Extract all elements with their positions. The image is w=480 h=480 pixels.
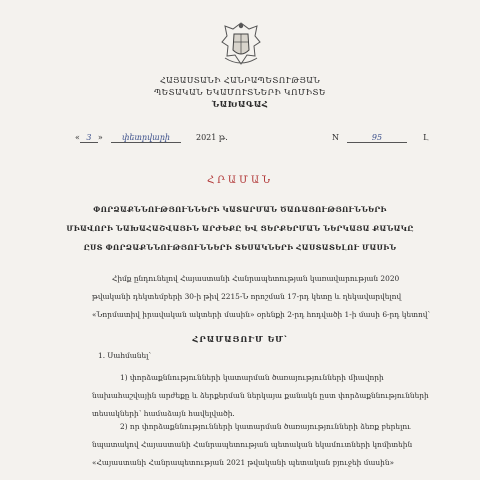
preamble-line-1: Հիմք ընդունելով Հայաստանի Հանրապետության կառավարության 2020 xyxy=(112,274,400,283)
header-line-2: ՊԵՏԱԿԱՆ ԵԿԱՄՈՒՏՆԵՐԻ ԿՈՄԻՏԵ xyxy=(154,87,326,97)
item-1-line-1: 1) փորձաքննությունների կատարման ծառայությունների միավորի xyxy=(120,373,384,382)
section-1-heading: 1. Սահմանել՝ xyxy=(98,351,152,360)
order-suffix: Լ xyxy=(423,133,429,142)
document-title: ՀՐԱՄԱՆ xyxy=(206,175,274,186)
preamble xyxy=(92,270,431,324)
section-1-item-2 xyxy=(92,418,414,472)
subject-line-3: ԸՍՏ ՓՈՐՁԱՔՆՆՈՒԹՅՈՒՆՆԵՐԻ ՏԵՍԱԿՆԵՐԻ ՀԱՍՏԱՏԵԼՈՒ ՄԱՍԻՆ xyxy=(83,243,397,252)
item-1-line-3: տեսակների՝ համաձայն հավելվածի. xyxy=(92,409,235,418)
date-close-quote: » xyxy=(97,133,103,142)
date-year: 2021 թ. xyxy=(196,133,228,142)
date-open-quote: « xyxy=(75,133,80,142)
preamble-line-2: թվականի դեկտեմբերի 30-ի թիվ 2215-Ն որոշման 17-րդ կետը և ղեկավարվելով xyxy=(92,292,402,301)
item-1-line-2: նախահաշվային արժեքը և ձերքերման ներկայա քանակն ըստ փորձաքննությունների xyxy=(92,391,429,400)
subject-line-1: ՓՈՐՁԱՔՆՆՈՒԹՅՈՒՆՆԵՐԻ ԿԱՏԱՐՄԱՆ ԾԱՌԱՅՈՒԹՅՈՒՆՆԵՐԻ xyxy=(93,205,387,214)
order-number-label: N xyxy=(332,133,339,142)
header-line-1: ՀԱՅԱՍՏԱՆԻ ՀԱՆՐԱՊԵՏՈՒԹՅԱՆ xyxy=(159,75,321,85)
order-number: 95 xyxy=(347,133,407,143)
subject-line-2: ՄԻԱՎՈՐԻ ՆԱԽԱՀԱՇՎԱՅԻՆ ԱՐԺԵՔԸ ԵՎ ՑԵՐՔԵՐՄԱՆ ՆԵՐԿԱՅԱ ՔԱՆԱԿԸ xyxy=(66,224,414,233)
coat-of-arms-icon xyxy=(219,20,263,68)
item-2-line-2: նպատակով Հայաստանի Հանրապետության պետական եկամուտների կոմիտեին xyxy=(92,440,413,449)
section-1-item-1 xyxy=(92,369,429,423)
item-2-line-1: 2) որ փորձաքննությունների կատարման ծառայությունների ձեռք բերելու xyxy=(120,422,411,431)
item-2-line-3: «Հայաստանի Հանրապետության 2021 թվականի պետական բյուջեի մասին» xyxy=(92,458,395,467)
date-month: փետրվարի xyxy=(111,133,181,143)
date-day: 3 xyxy=(80,133,98,143)
preamble-line-3: «Նորմատիվ իրավական ակտերի մասին» օրենքի 2-րդ հոդվածի 1-ի մասի 6-րդ կետով՝ xyxy=(92,310,431,319)
decree-heading: ՀՐԱՄԱՅՈՒՄ ԵՄ՝ xyxy=(192,334,288,344)
header-line-3: ՆԱԽԱԳԱՀ xyxy=(211,99,269,109)
